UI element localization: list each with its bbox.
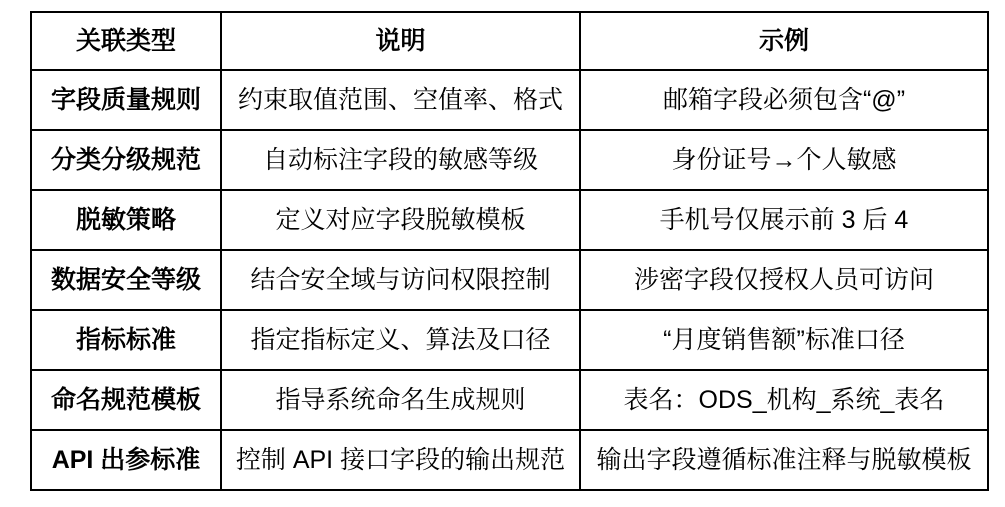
cell-description: 定义对应字段脱敏模板 xyxy=(221,190,580,250)
cell-type: 命名规范模板 xyxy=(31,370,221,430)
cell-type: 分类分级规范 xyxy=(31,130,221,190)
cell-description: 控制 API 接口字段的输出规范 xyxy=(221,430,580,490)
table-row xyxy=(31,430,988,490)
cell-type: 脱敏策略 xyxy=(31,190,221,250)
header-cell-type: 关联类型 xyxy=(31,12,221,70)
table-header xyxy=(31,12,988,70)
cell-type: API 出参标准 xyxy=(31,430,221,490)
table-row xyxy=(31,370,988,430)
governance-table xyxy=(30,11,989,491)
cell-example: “月度销售额”标准口径 xyxy=(580,310,988,370)
cell-example: 涉密字段仅授权人员可访问 xyxy=(580,250,988,310)
cell-description: 指定指标定义、算法及口径 xyxy=(221,310,580,370)
header-row xyxy=(31,12,988,70)
cell-example: 身份证号→个人敏感 xyxy=(580,130,988,190)
cell-type: 指标标准 xyxy=(31,310,221,370)
cell-example: 输出字段遵循标准注释与脱敏模板 xyxy=(580,430,988,490)
header-cell-description: 说明 xyxy=(221,12,580,70)
table-body xyxy=(31,70,988,490)
cell-type: 字段质量规则 xyxy=(31,70,221,130)
cell-example: 手机号仅展示前 3 后 4 xyxy=(580,190,988,250)
table-row xyxy=(31,190,988,250)
cell-type: 数据安全等级 xyxy=(31,250,221,310)
governance-table-container xyxy=(30,11,989,491)
table-row xyxy=(31,250,988,310)
table-row xyxy=(31,130,988,190)
header-cell-example: 示例 xyxy=(580,12,988,70)
cell-example: 表名：ODS_机构_系统_表名 xyxy=(580,370,988,430)
table-row xyxy=(31,70,988,130)
cell-description: 结合安全域与访问权限控制 xyxy=(221,250,580,310)
cell-description: 约束取值范围、空值率、格式 xyxy=(221,70,580,130)
cell-description: 自动标注字段的敏感等级 xyxy=(221,130,580,190)
cell-example: 邮箱字段必须包含“@” xyxy=(580,70,988,130)
table-row xyxy=(31,310,988,370)
cell-description: 指导系统命名生成规则 xyxy=(221,370,580,430)
